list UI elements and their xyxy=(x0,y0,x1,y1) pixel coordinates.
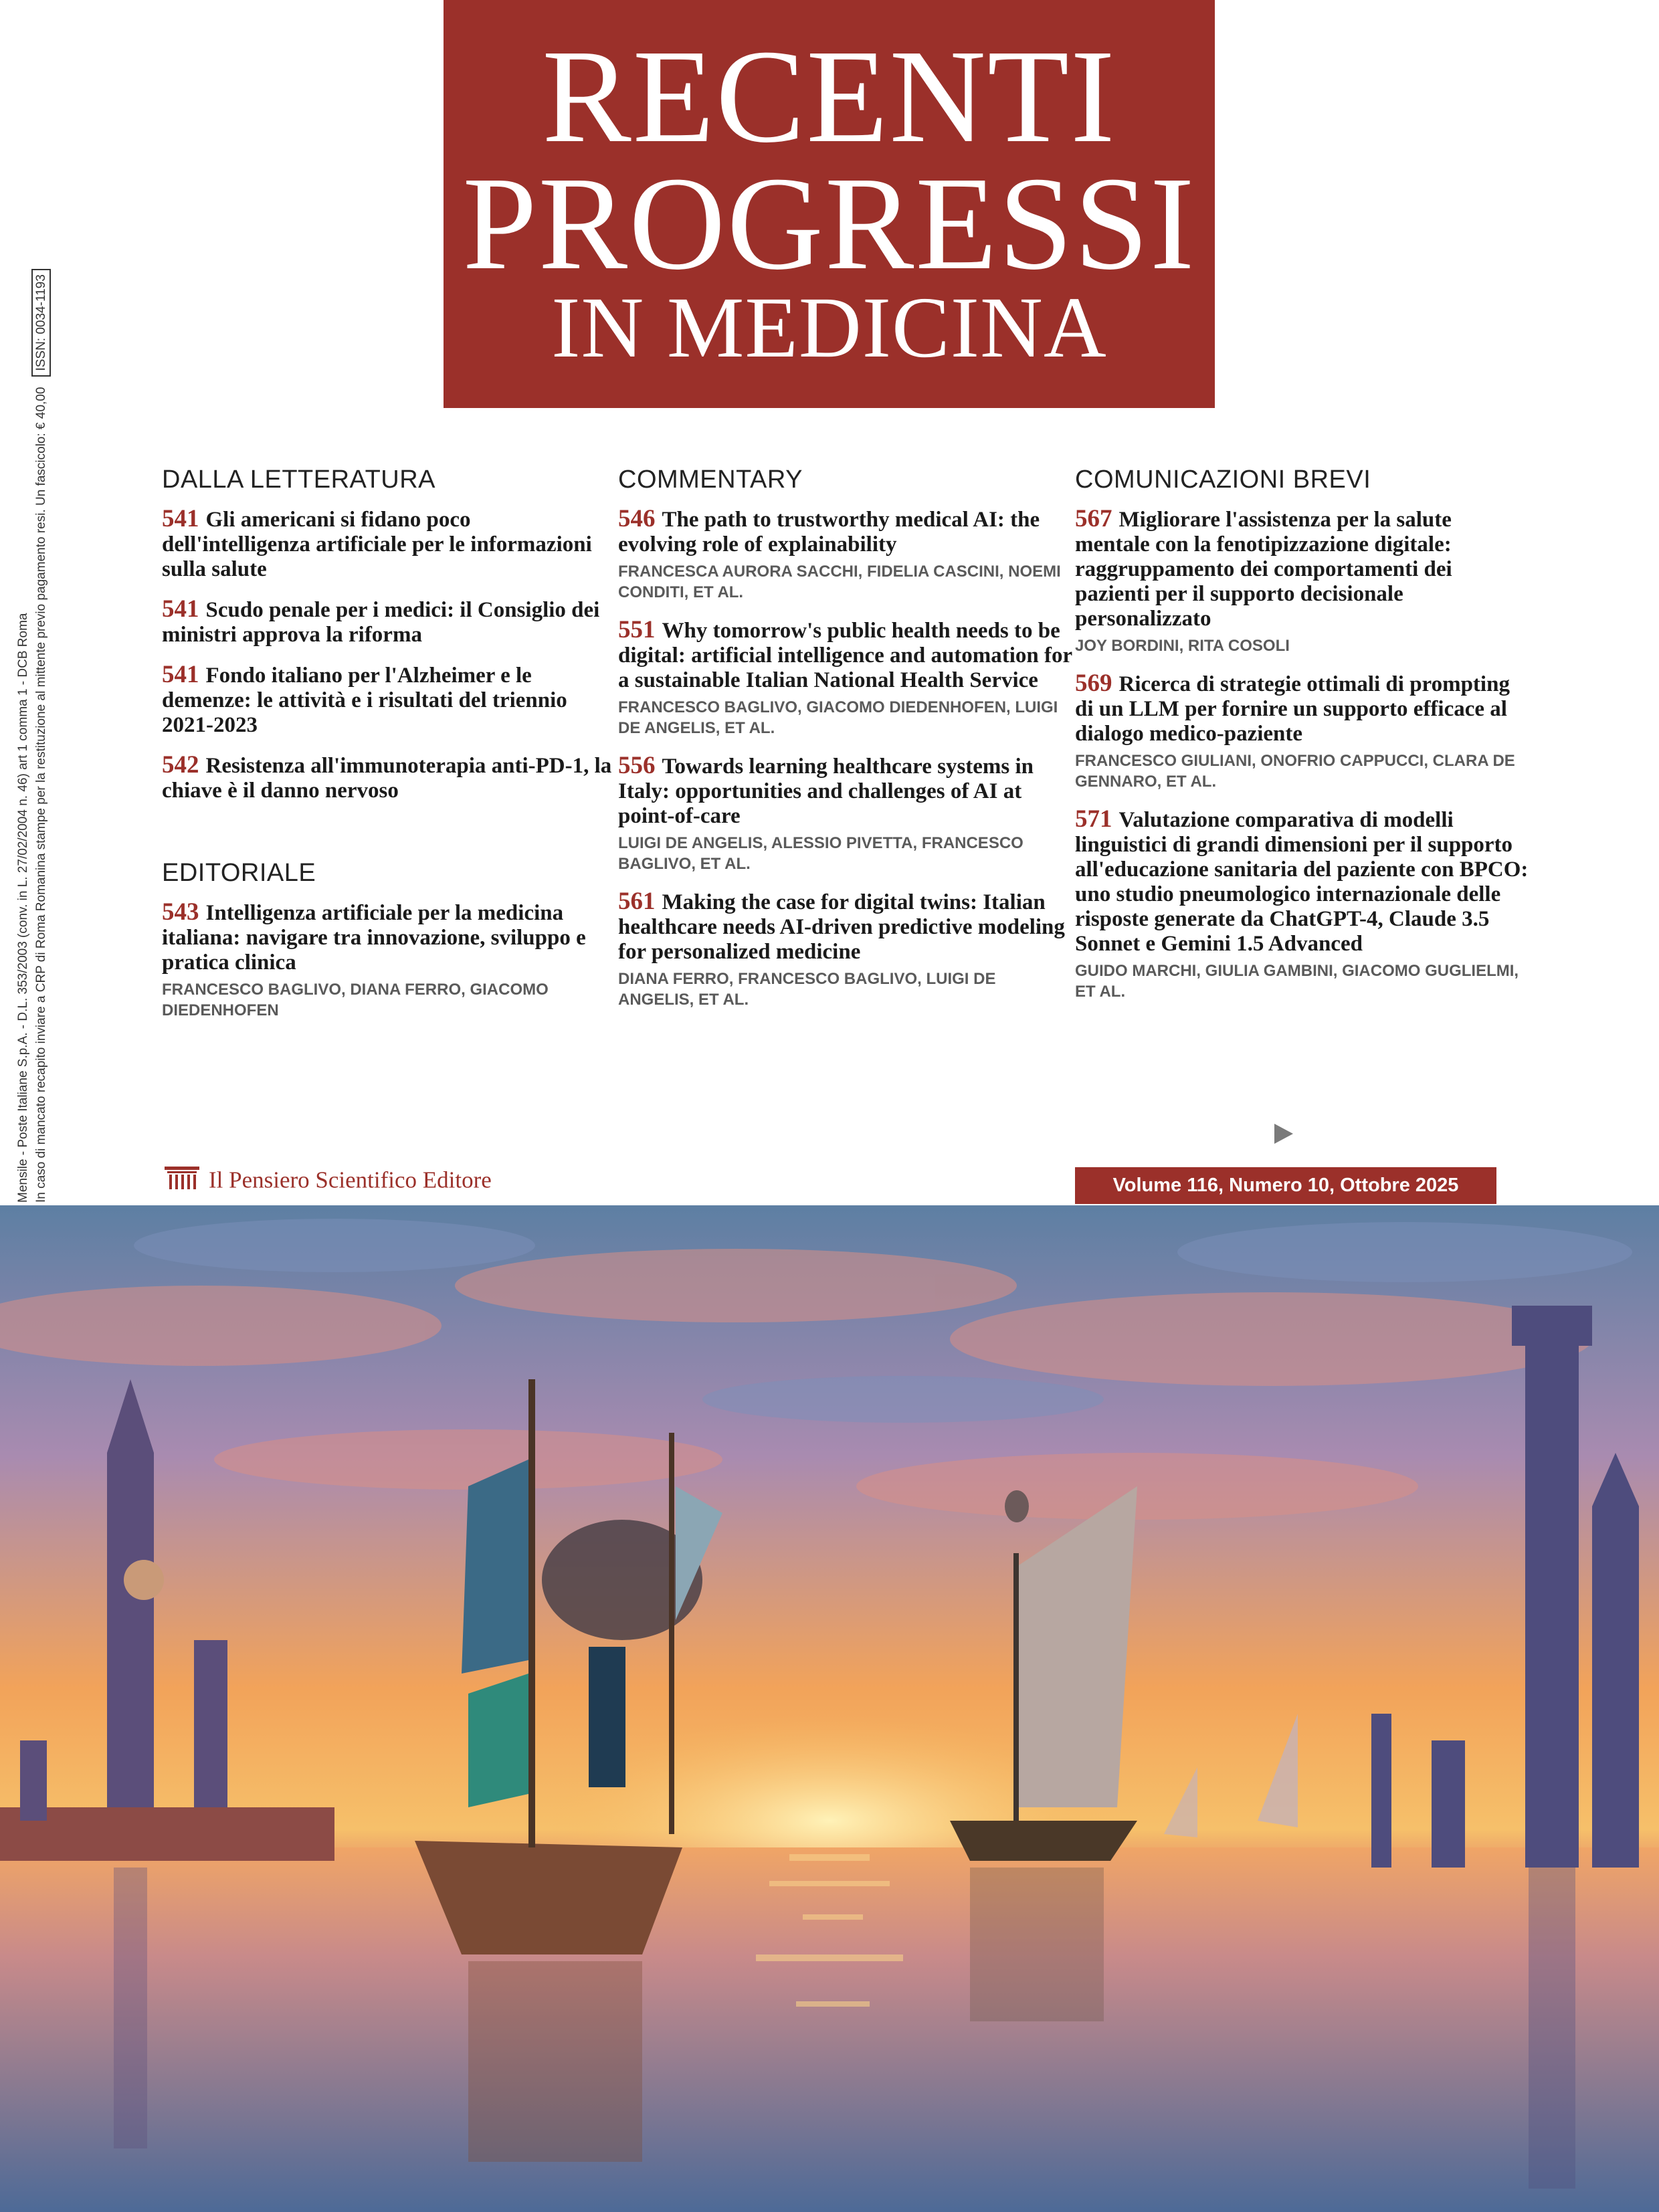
page-number: 561 xyxy=(618,888,656,915)
toc-entry[interactable] xyxy=(162,752,617,803)
entry-authors: FRANCESCO BAGLIVO, DIANA FERRO, GIACOMO DIEDENHOFEN xyxy=(162,981,549,1019)
page-number: 556 xyxy=(618,752,656,779)
entry-title-line xyxy=(162,662,617,738)
entry-title-line xyxy=(618,617,1073,693)
entry-title-line xyxy=(618,753,1073,829)
entry-authors: FRANCESCO GIULIANI, ONOFRIO CAPPUCCI, CLARA DE GENNARO, ET AL. xyxy=(1075,752,1515,791)
page-number: 571 xyxy=(1075,805,1112,833)
column-logo-icon xyxy=(162,1164,202,1201)
entry-title-line xyxy=(618,889,1073,965)
entry-title-line xyxy=(1075,807,1530,957)
entry-authors: LUIGI DE ANGELIS, ALESSIO PIVETTA, FRANCESCO BAGLIVO, ET AL. xyxy=(618,834,1023,873)
entry-title: Intelligenza artificiale per la medicina italiana: navigare tra innovazione, sviluppo e pratica clinica xyxy=(162,901,586,975)
entry-title-line xyxy=(618,506,1073,557)
section-title: COMUNICAZIONI BREVI xyxy=(1075,466,1371,494)
toc-entry[interactable] xyxy=(618,506,1073,603)
entry-title: Resistenza all'immunoterapia anti-PD-1, la chiave è il danno nervoso xyxy=(162,754,612,803)
volume-badge: Volume 116, Numero 10, Ottobre 2025 xyxy=(1075,1167,1496,1204)
column-3 xyxy=(1075,465,1530,1017)
page-number: 541 xyxy=(162,661,199,688)
page-number: 543 xyxy=(162,898,199,926)
entry-title-line xyxy=(162,900,617,975)
page-number: 546 xyxy=(618,505,656,532)
entry-title-line xyxy=(1075,506,1530,631)
entry-title-line xyxy=(162,752,617,803)
masthead-line-3: IN MEDICINA xyxy=(551,280,1107,376)
page-number: 569 xyxy=(1075,670,1112,697)
entry-title: Gli americani si fidano poco dell'intelligenza artificiale per le informazioni sulla salute xyxy=(162,508,592,581)
entry-title-line xyxy=(162,597,617,647)
page-number: 542 xyxy=(162,751,199,779)
masthead xyxy=(444,0,1215,408)
entry-authors: GUIDO MARCHI, GIULIA GAMBINI, GIACOMO GUGLIELMI, ET AL. xyxy=(1075,962,1519,1001)
toc-entry[interactable] xyxy=(162,597,617,647)
toc-entry[interactable] xyxy=(162,900,617,1021)
entry-title: Migliorare l'assistenza per la salute mentale con la fenotipizzazione digitale: raggruppamento dei comportamenti dei pazienti per il supporto decisionale personalizzato xyxy=(1075,508,1452,631)
publisher-name: Il Pensiero Scientifico Editore xyxy=(209,1167,492,1193)
entry-authors: DIANA FERRO, FRANCESCO BAGLIVO, LUIGI DE ANGELIS, ET AL. xyxy=(618,970,996,1009)
section-gap xyxy=(162,818,617,858)
issn-badge: ISSN: 0034-1193 xyxy=(31,269,51,376)
toc-entry[interactable] xyxy=(618,617,1073,738)
entry-authors: FRANCESCO BAGLIVO, GIACOMO DIEDENHOFEN, LUIGI DE ANGELIS, ET AL. xyxy=(618,698,1058,737)
masthead-line-1: RECENTI xyxy=(542,23,1116,171)
entry-authors: JOY BORDINI, RITA COSOLI xyxy=(1075,637,1290,655)
entry-authors: FRANCESCA AURORA SACCHI, FIDELIA CASCINI, NOEMI CONDITI, ET AL. xyxy=(618,563,1061,601)
toc-entry[interactable] xyxy=(1075,807,1530,1002)
entry-title: Fondo italiano per l'Alzheimer e le demenze: le attività e i risultati del triennio 2021-2023 xyxy=(162,664,567,737)
column-1 xyxy=(162,465,617,1035)
page-number: 567 xyxy=(1075,505,1112,532)
toc-entry[interactable] xyxy=(1075,671,1530,792)
entry-title: Valutazione comparativa di modelli linguistici di grandi dimensioni per il supporto all'educazione sanitaria del paziente con BPCO: uno studio pneumologico internazionale delle risposte generate da ChatGPT-4, Claude 3.5 Sonnet e Gemini 1.5 Advanced xyxy=(1075,808,1529,956)
entry-title: Why tomorrow's public health needs to be digital: artificial intelligence and automation for a sustainable Italian National Health Service xyxy=(618,619,1072,692)
toc-entry[interactable] xyxy=(618,889,1073,1010)
masthead-line-2: PROGRESSI xyxy=(462,150,1196,298)
postal-line-1: Mensile - Poste Italiane S.p.A. - D.L. 353/2003 (conv. in L. 27/02/2004 n. 46) art 1 comma 1 - DCB Roma xyxy=(16,613,30,1203)
entry-title: Scudo penale per i medici: il Consiglio dei ministri approva la riforma xyxy=(162,598,600,647)
page-number: 541 xyxy=(162,505,199,532)
toc-entry[interactable] xyxy=(1075,506,1530,656)
entry-title: Towards learning healthcare systems in Italy: opportunities and challenges of AI at point-of-care xyxy=(618,755,1034,828)
page-number: 551 xyxy=(618,616,656,643)
entry-title-line xyxy=(1075,671,1530,746)
cover-artwork xyxy=(0,1205,1659,2212)
page-number: 541 xyxy=(162,595,199,623)
postal-line-2: In caso di mancato recapito inviare a CRP di Roma Romanina stampe per la restituzione al mittente previo pagamento resi. Un fascicolo: € 40,00 xyxy=(34,387,48,1203)
toc-entry[interactable] xyxy=(618,753,1073,874)
entry-title: Ricerca di strategie ottimali di prompting di un LLM per fornire un supporto efficace al dialogo medico-paziente xyxy=(1075,672,1510,746)
postal-info xyxy=(15,274,95,1203)
entry-title: The path to trustworthy medical AI: the evolving role of explainability xyxy=(618,508,1040,557)
entry-title: Making the case for digital twins: Italian healthcare needs AI-driven predictive modeling for personalized medicine xyxy=(618,890,1065,964)
section-title: DALLA LETTERATURA xyxy=(162,466,436,494)
toc-entry[interactable] xyxy=(162,662,617,738)
publisher xyxy=(162,1164,492,1201)
toc-entry[interactable] xyxy=(162,506,617,582)
section-title: COMMENTARY xyxy=(618,466,803,494)
entry-title-line xyxy=(162,506,617,582)
section-title: EDITORIALE xyxy=(162,859,316,887)
continue-arrow-icon xyxy=(1274,1124,1293,1144)
column-2 xyxy=(618,465,1073,1025)
